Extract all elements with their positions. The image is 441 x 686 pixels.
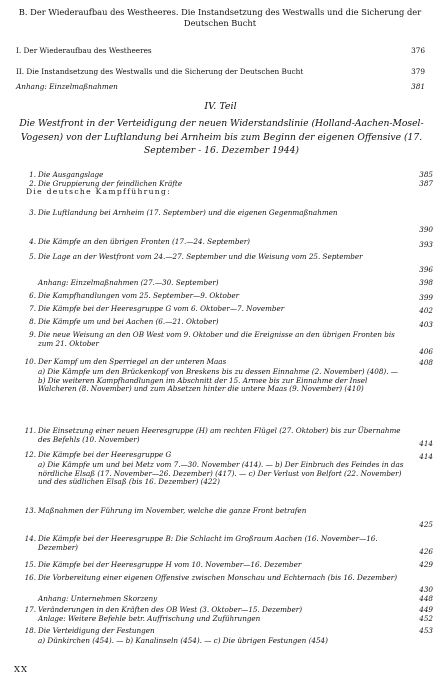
entry-text: Veränderungen in den Kräften des OB West (3. Oktober—15. Dezember) — [38, 605, 303, 614]
entry-text: Die Einsetzung einer neuen Heeresgruppe (H) am rechten Flügel (27. Oktober) bis zur Übernahme des Befehls (10. November) — [38, 426, 401, 444]
entry-text: Die Kämpfe bei der Heeresgruppe B: Die Schlacht im Großraum Aachen (16. November—16. Dezember) — [38, 534, 378, 552]
toc-row-text: II. Die Instandsetzung des Westwalls und die Sicherung der Deutschen Bucht — [16, 67, 304, 76]
entry-page: 448 — [419, 594, 433, 603]
entry-text: Die Kampfhandlungen vom 25. September—9. Oktober — [38, 291, 240, 300]
toc-row — [16, 67, 425, 76]
entry-number: 3. — [29, 208, 36, 217]
entry-number: 17. — [24, 605, 36, 614]
entry-number: 9. — [29, 330, 36, 339]
part-heading: IV. Teil — [204, 101, 237, 112]
entry-number: 16. — [24, 573, 36, 582]
entry-text: Die neue Weisung an den OB West vom 9. Oktober und die Ereignisse an den übrigen Fronten bis zum 21. Oktober — [38, 330, 395, 348]
entry-text: Maßnahmen der Führung im November, welche die ganze Front betrafen — [38, 506, 307, 515]
entry-number: 7. — [29, 304, 36, 313]
entry-page: 396 — [419, 265, 433, 274]
entry-page: 398 — [419, 278, 433, 287]
entry-text: a) Die Kämpfe um und bei Metz vom 7.—30. November (414). — b) Der Einbruch des Feindes in das nördliche Elsaß (17. November—26. Dezember) (417). — c) Der Verlust von Belfort (22. November) und des südlichen Elsaß (bis 16. Dezember) (422) — [38, 460, 404, 487]
entry-page: 414 — [419, 452, 433, 461]
entry-page: 453 — [419, 626, 433, 635]
entry-text: Die Kämpfe bei der Heeresgruppe G — [38, 450, 172, 459]
entry-page: 387 — [419, 179, 433, 188]
entry-text: Anhang: Unternehmen Skorzeny — [38, 594, 158, 603]
entry-text: Die Ausgangslage — [38, 170, 104, 179]
entry-number: 12. — [24, 450, 36, 459]
entry-number: 4. — [29, 237, 36, 246]
entry-number: 5. — [29, 252, 36, 261]
subheading: Die deutsche Kampfführung: — [26, 187, 171, 196]
entry-text: Die Gruppierung der feindlichen Kräfte — [38, 179, 183, 188]
part-title: Die Westfront in der Verteidigung der neuen Widerstandslinie (Holland-Aachen-Mosel-Vogesen) von der Luftlandung bei Arnheim bis zum Beginn der eigenen Offensive (17. September - 16. Dezember 1944) — [19, 118, 424, 157]
entry-text: Die Kämpfe an den übrigen Fronten (17.—24. September) — [38, 237, 250, 246]
toc-row — [16, 82, 425, 91]
entry-number: 15. — [24, 560, 36, 569]
entry-number: 6. — [29, 291, 36, 300]
entry-page: 403 — [419, 320, 433, 329]
entry-text: a) Dünkirchen (454). — b) Kanalinseln (454). — c) Die übrigen Festungen (454) — [38, 636, 328, 645]
entry-number: 10. — [24, 357, 36, 366]
toc-row-page: 376 — [411, 46, 425, 55]
entry-text: Die Kämpfe bei der Heeresgruppe G vom 6. Oktober—7. November — [38, 304, 285, 313]
section-b-title: B. Der Wiederaufbau des Westheeres. Die Instandsetzung des Westwalls und die Sicherung der Deutschen Bucht — [18, 7, 422, 28]
entry-text: Die Kämpfe um und bei Aachen (6.—21. Oktober) — [38, 317, 219, 326]
entry-number: 18. — [24, 626, 36, 635]
entry-page: 408 — [419, 358, 433, 367]
toc-row-text: Anhang: Einzelmaßnahmen — [16, 82, 118, 91]
entry-text: Die Verteidigung der Festungen — [38, 626, 155, 635]
toc-row-page: 381 — [411, 82, 425, 91]
entry-text: Anhang: Einzelmaßnahmen (27.—30. September) — [38, 278, 219, 287]
entry-page: 399 — [419, 293, 433, 302]
entry-number: 1. — [29, 170, 36, 179]
entry-number: 11. — [24, 426, 36, 435]
entry-page: 449 — [419, 605, 433, 614]
entry-page: 393 — [419, 240, 433, 249]
entry-text: Die Kämpfe bei der Heeresgruppe H vom 10. November—16. Dezember — [38, 560, 302, 569]
entry-number: 2. — [29, 179, 36, 188]
entry-number: 13. — [24, 506, 36, 515]
entry-text: Die Luftlandung bei Arnheim (17. September) und die eigenen Gegenmaßnahmen — [38, 208, 338, 217]
entry-page: 390 — [419, 225, 433, 234]
entry-page: 385 — [419, 170, 433, 179]
entry-page: 425 — [419, 520, 433, 529]
entry-text: Die Vorbereitung einer eigenen Offensive zwischen Monschau und Echternach (bis 16. Dezember) — [38, 573, 398, 582]
toc-row — [16, 46, 425, 55]
page-number: XX — [14, 665, 29, 675]
entry-page: 402 — [419, 306, 433, 315]
entry-text: a) Die Kämpfe um den Brückenkopf von Breskens bis zu dessen Einnahme (2. November) (408). — b) Die weiteren Kampfhandlungen im Abschnitt der 15. Armee bis zur Einnahme der Insel Walcheren (8. November) und zum Absetzen hinter die untere Maas (9. November) (410) — [38, 367, 398, 394]
entry-text: Die Lage an der Westfront vom 24.—27. September und die Weisung vom 25. September — [38, 252, 363, 261]
entry-page: 426 — [419, 547, 433, 556]
toc-row-page: 379 — [411, 67, 425, 76]
entry-page: 406 — [419, 347, 433, 356]
entry-page: 452 — [419, 614, 433, 623]
entry-text: Der Kampf um den Sperriegel an der unteren Maas — [38, 357, 227, 366]
entry-number: 14. — [24, 534, 36, 543]
entry-page: 414 — [419, 439, 433, 448]
entry-text: Anlage: Weitere Befehle betr. Auffrischung und Zuführungen — [38, 614, 261, 623]
entry-number: 8. — [29, 317, 36, 326]
entry-page: 430 — [419, 585, 433, 594]
entry-page: 429 — [419, 560, 433, 569]
toc-row-text: I. Der Wiederaufbau des Westheeres — [16, 46, 152, 55]
